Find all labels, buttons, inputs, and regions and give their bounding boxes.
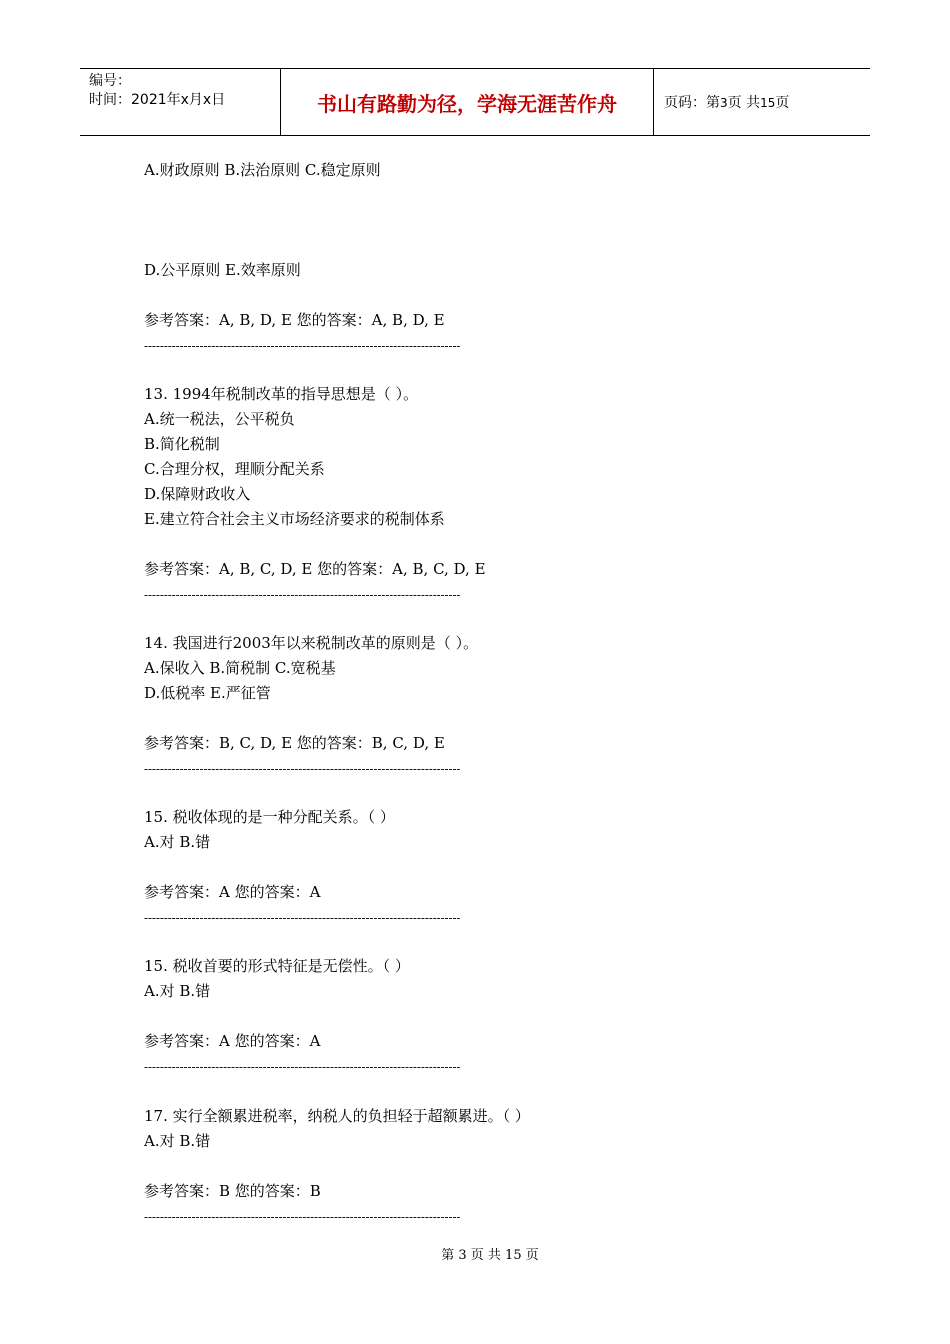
page-total: 15 bbox=[760, 96, 776, 110]
q12-answer: 参考答案：A, B, D, E 您的答案：A, B, D, E bbox=[144, 311, 445, 329]
divider-q12: -------------------------------------------------------------------------------- bbox=[144, 339, 461, 353]
q13-answer: 参考答案：A, B, C, D, E 您的答案：A, B, C, D, E bbox=[144, 560, 486, 578]
q14-options-line-2: D.低税率 E.严征管 bbox=[144, 684, 271, 702]
q13-option-a: A.统一税法，公平税负 bbox=[144, 410, 295, 428]
page-prefix: 页码：第 bbox=[664, 95, 720, 111]
q14-title: 14. 我国进行2003年以来税制改革的原则是（ ）。 bbox=[144, 634, 479, 652]
q17-title: 17. 实行全额累进税率，纳税人的负担轻于超额累进。（ ） bbox=[144, 1107, 530, 1125]
q17-options: A.对 B.错 bbox=[144, 1132, 211, 1150]
divider-q15a: -------------------------------------------------------------------------------- bbox=[144, 911, 461, 925]
header-motto-cell bbox=[281, 69, 654, 135]
page-suffix: 页 bbox=[775, 95, 790, 111]
q13-title: 13. 1994年税制改革的指导思想是（ ）。 bbox=[144, 385, 419, 403]
q13-option-d: D.保障财政收入 bbox=[144, 485, 251, 503]
header-table bbox=[80, 68, 870, 136]
page-number bbox=[664, 93, 789, 113]
q14-options-line-1: A.保收入 B.简税制 C.宽税基 bbox=[144, 659, 336, 677]
q13-option-c: C.合理分权，理顺分配关系 bbox=[144, 460, 325, 478]
divider-q15b: -------------------------------------------------------------------------------- bbox=[144, 1060, 461, 1074]
q15b-title: 15. 税收首要的形式特征是无偿性。（ ） bbox=[144, 957, 410, 975]
page-footer: 第 3 页 共 15 页 bbox=[441, 1248, 539, 1263]
page-mid: 页 共 bbox=[727, 95, 761, 111]
page-current: 3 bbox=[720, 96, 728, 110]
q12-options-line-2: D.公平原则 E.效率原则 bbox=[144, 261, 301, 279]
q15a-answer: 参考答案：A 您的答案：A bbox=[144, 883, 321, 901]
q12-options-line-1: A.财政原则 B.法治原则 C.稳定原则 bbox=[144, 161, 381, 179]
divider-q17: -------------------------------------------------------------------------------- bbox=[144, 1210, 461, 1224]
q15a-options: A.对 B.错 bbox=[144, 833, 211, 851]
motto: 书山有路勤为径，学海无涯苦作舟 bbox=[317, 92, 617, 116]
q15b-answer: 参考答案：A 您的答案：A bbox=[144, 1032, 321, 1050]
time-label: 时间：2021年x月x日 bbox=[89, 92, 226, 108]
header-page-cell bbox=[654, 69, 870, 135]
q15b-options: A.对 B.错 bbox=[144, 982, 211, 1000]
q13-option-b: B.简化税制 bbox=[144, 435, 220, 453]
header-meta-cell bbox=[80, 69, 281, 135]
q13-option-e: E.建立符合社会主义市场经济要求的税制体系 bbox=[144, 510, 445, 528]
divider-q13: -------------------------------------------------------------------------------- bbox=[144, 588, 461, 602]
q17-answer: 参考答案：B 您的答案：B bbox=[144, 1182, 321, 1200]
q15a-title: 15. 税收体现的是一种分配关系。（ ） bbox=[144, 808, 395, 826]
q14-answer: 参考答案：B, C, D, E 您的答案：B, C, D, E bbox=[144, 734, 445, 752]
divider-q14: -------------------------------------------------------------------------------- bbox=[144, 762, 461, 776]
number-label: 编号： bbox=[89, 73, 131, 89]
